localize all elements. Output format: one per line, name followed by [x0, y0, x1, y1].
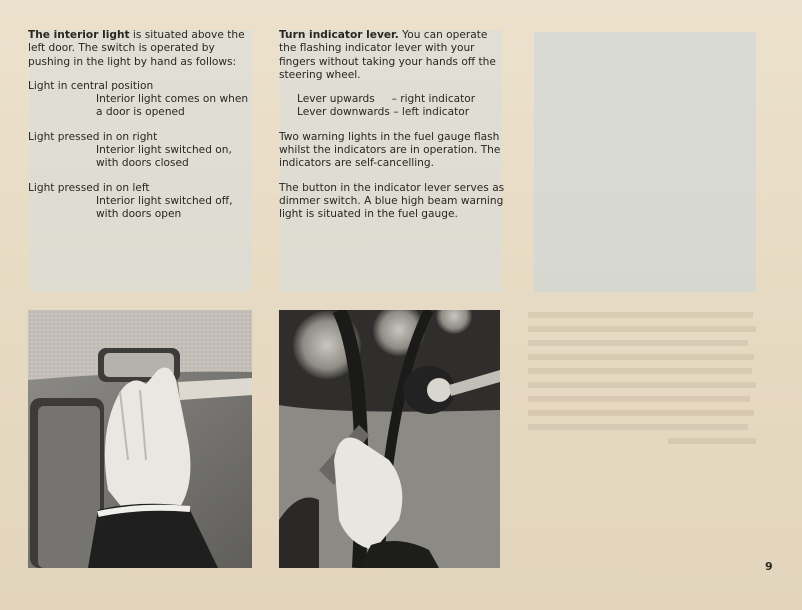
- interior-light-heading: The interior light: [28, 29, 130, 41]
- turn-indicator-section: [279, 29, 505, 233]
- interior-light-intro: [28, 29, 254, 69]
- position-label: Light pressed in on left: [28, 181, 150, 194]
- interior-light-section: [28, 29, 254, 233]
- position-result-line-2: a door is opened: [96, 106, 185, 119]
- bleed-through-lines: [528, 310, 758, 460]
- position-right: [28, 131, 254, 171]
- lever-down-text: Lever downwards – left indicator: [297, 106, 470, 119]
- turn-indicator-heading: Turn indicator lever.: [279, 29, 399, 41]
- position-result-line-1: Interior light comes on when: [96, 93, 249, 106]
- turn-indicator-photo: [279, 310, 500, 568]
- position-result-line-2: with doors closed: [96, 157, 189, 170]
- position-label: Light pressed in on right: [28, 130, 158, 143]
- position-label: Light in central position: [28, 79, 154, 92]
- position-result-line-1: Interior light switched on,: [96, 144, 232, 157]
- lever-up-text: Lever upwards – right indicator: [297, 93, 476, 106]
- turn-indicator-intro: [279, 29, 505, 82]
- warning-lights-text: Two warning lights in the fuel gauge flash whilst the indicators are in operation. The indicators are self-cancelling.: [279, 130, 501, 170]
- position-left: [28, 182, 254, 222]
- position-result-line-2: with doors open: [96, 208, 182, 221]
- show-through-block-right: [534, 32, 756, 292]
- position-central: [28, 80, 254, 120]
- turn-indicator-intro-text: You can operate the flashing indicator lever with your fingers without taking your hands off the steering wheel.: [279, 29, 496, 81]
- page-number: 9: [765, 560, 773, 573]
- position-result-line-1: Interior light switched off,: [96, 194, 233, 207]
- lever-directions: [279, 93, 505, 120]
- interior-light-intro-text: is situated above the left door. The switch is operated by pushing in the light by hand as follows:: [28, 29, 245, 68]
- bleed-through-text: [528, 310, 758, 460]
- dimmer-switch-text: The button in the indicator lever serves as dimmer switch. A blue high beam warning light is situated in the fuel gauge.: [279, 181, 505, 221]
- interior-light-photo: [28, 310, 252, 568]
